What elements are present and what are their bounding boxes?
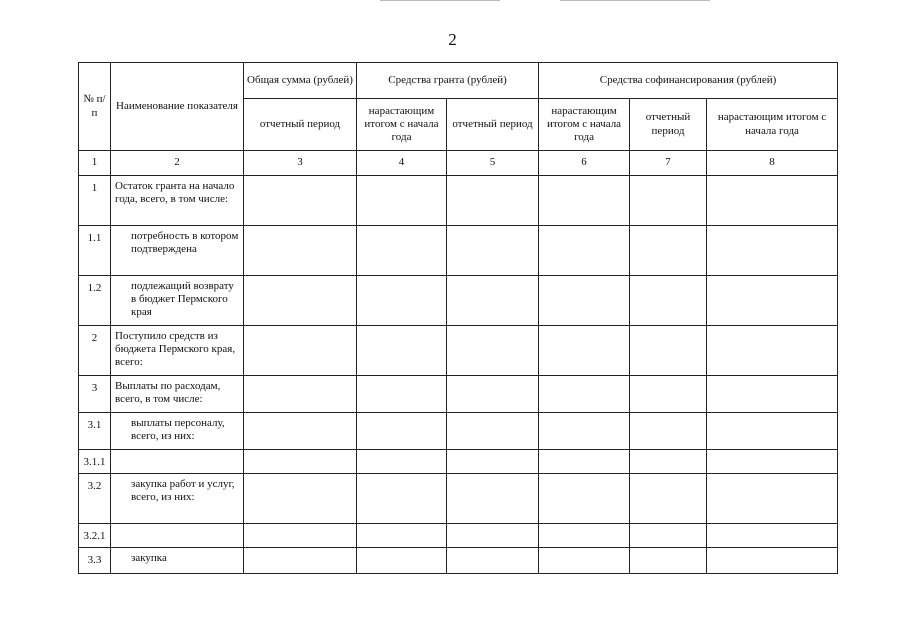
value-cell (707, 326, 838, 376)
column-number: 4 (357, 151, 447, 176)
scan-top-line-right (560, 0, 710, 1)
header-grant-cumulative: нарастающим итогом с начала года (357, 99, 447, 151)
value-cell (539, 326, 630, 376)
value-cell (244, 226, 357, 276)
value-cell (447, 276, 539, 326)
table-row (79, 276, 838, 326)
value-cell (357, 548, 447, 574)
value-cell (447, 524, 539, 548)
row-indicator-name: подлежащий возврату в бюджет Пермского края (111, 276, 244, 326)
row-indicator-name: потребность в котором подтверждена (111, 226, 244, 276)
value-cell (630, 450, 707, 474)
row-number: 3.2.1 (79, 524, 111, 548)
value-cell (539, 450, 630, 474)
column-number: 5 (447, 151, 539, 176)
value-cell (357, 524, 447, 548)
value-cell (447, 326, 539, 376)
row-number: 1.2 (79, 276, 111, 326)
value-cell (707, 376, 838, 413)
value-cell (539, 524, 630, 548)
value-cell (357, 326, 447, 376)
value-cell (630, 176, 707, 226)
row-indicator-name: Выплаты по расходам, всего, в том числе: (111, 376, 244, 413)
table-row (79, 413, 838, 450)
value-cell (447, 226, 539, 276)
column-number: 8 (707, 151, 838, 176)
row-number: 1.1 (79, 226, 111, 276)
header-cofin-group: Средства софинансирования (рублей) (539, 63, 838, 99)
row-number: 3.1.1 (79, 450, 111, 474)
row-indicator-name: закупка работ и услуг, всего, из них: (111, 474, 244, 524)
value-cell (244, 376, 357, 413)
value-cell (630, 226, 707, 276)
value-cell (244, 450, 357, 474)
value-cell (707, 276, 838, 326)
row-number: 2 (79, 326, 111, 376)
value-cell (539, 276, 630, 326)
value-cell (707, 226, 838, 276)
value-cell (244, 176, 357, 226)
column-number: 3 (244, 151, 357, 176)
value-cell (707, 450, 838, 474)
value-cell (357, 474, 447, 524)
table-row (79, 226, 838, 276)
row-number: 1 (79, 176, 111, 226)
row-number: 3.3 (79, 548, 111, 574)
value-cell (244, 548, 357, 574)
row-indicator-name: выплаты персоналу, всего, из них: (111, 413, 244, 450)
value-cell (707, 474, 838, 524)
value-cell (447, 176, 539, 226)
table-row (79, 548, 838, 574)
report-table (78, 62, 838, 574)
value-cell (630, 524, 707, 548)
page-number: 2 (448, 30, 457, 49)
value-cell (357, 376, 447, 413)
header-total-group: Общая сумма (рублей) (244, 63, 357, 99)
value-cell (447, 474, 539, 524)
column-number: 1 (79, 151, 111, 176)
value-cell (244, 474, 357, 524)
header-col-name: Наименование показателя (111, 63, 244, 151)
value-cell (244, 276, 357, 326)
value-cell (707, 176, 838, 226)
table-row (79, 524, 838, 548)
header-row-1 (79, 63, 838, 99)
value-cell (539, 176, 630, 226)
value-cell (707, 548, 838, 574)
value-cell (447, 413, 539, 450)
row-indicator-name: закупка (111, 548, 244, 574)
row-indicator-name (111, 524, 244, 548)
value-cell (539, 376, 630, 413)
value-cell (357, 450, 447, 474)
header-cofin-cumulative-last: нарастающим итогом с начала года (707, 99, 838, 151)
value-cell (447, 450, 539, 474)
value-cell (357, 226, 447, 276)
header-col-num: № п/п (79, 63, 111, 151)
value-cell (244, 413, 357, 450)
scan-top-line-left (380, 0, 500, 1)
value-cell (357, 276, 447, 326)
row-number: 3.1 (79, 413, 111, 450)
value-cell (539, 226, 630, 276)
header-grant-reporting: отчетный период (447, 99, 539, 151)
table-row (79, 326, 838, 376)
table-row (79, 450, 838, 474)
value-cell (447, 376, 539, 413)
value-cell (630, 276, 707, 326)
row-indicator-name: Поступило средств из бюджета Пермского края, всего: (111, 326, 244, 376)
table-row (79, 376, 838, 413)
value-cell (707, 413, 838, 450)
row-number: 3.2 (79, 474, 111, 524)
header-cofin-cumulative: нарастающим итогом с начала года (539, 99, 630, 151)
value-cell (630, 376, 707, 413)
column-number: 6 (539, 151, 630, 176)
row-indicator-name: Остаток гранта на начало года, всего, в том числе: (111, 176, 244, 226)
value-cell (447, 548, 539, 574)
column-number-row (79, 151, 838, 176)
row-number: 3 (79, 376, 111, 413)
value-cell (244, 524, 357, 548)
value-cell (630, 326, 707, 376)
value-cell (357, 176, 447, 226)
value-cell (539, 548, 630, 574)
header-grant-group: Средства гранта (рублей) (357, 63, 539, 99)
column-number: 2 (111, 151, 244, 176)
header-cofin-reporting: отчетный период (630, 99, 707, 151)
table-row (79, 176, 838, 226)
value-cell (539, 474, 630, 524)
value-cell (630, 548, 707, 574)
value-cell (707, 524, 838, 548)
header-total-reporting: отчетный период (244, 99, 357, 151)
table-row (79, 474, 838, 524)
value-cell (244, 326, 357, 376)
column-number: 7 (630, 151, 707, 176)
row-indicator-name (111, 450, 244, 474)
value-cell (357, 413, 447, 450)
value-cell (630, 474, 707, 524)
value-cell (539, 413, 630, 450)
value-cell (630, 413, 707, 450)
